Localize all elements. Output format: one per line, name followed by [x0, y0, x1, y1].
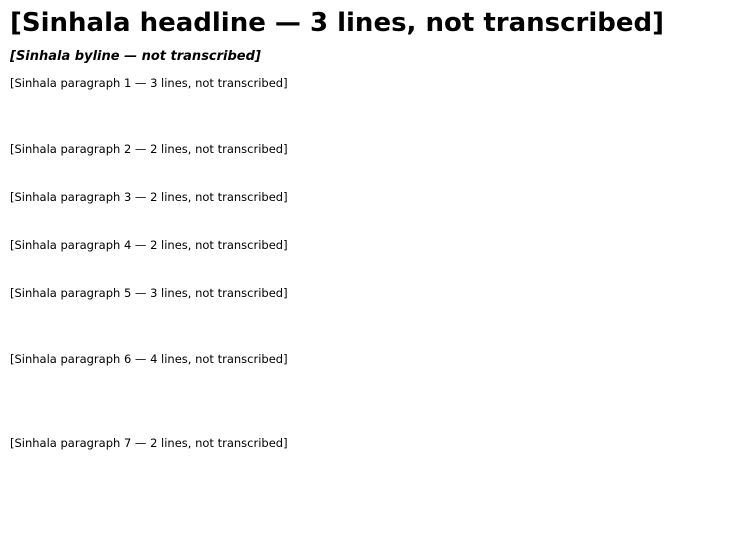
article-paragraph-3: [Sinhala paragraph 3 — 2 lines, not transcribed] — [10, 190, 288, 204]
article-paragraph-5: [Sinhala paragraph 5 — 3 lines, not transcribed] — [10, 286, 288, 300]
article-paragraph-7: [Sinhala paragraph 7 — 2 lines, not transcribed] — [10, 436, 288, 450]
article-paragraph-2: [Sinhala paragraph 2 — 2 lines, not transcribed] — [10, 142, 288, 156]
article-byline: [Sinhala byline — not transcribed] — [10, 49, 261, 64]
article-paragraph-4: [Sinhala paragraph 4 — 2 lines, not transcribed] — [10, 238, 288, 252]
article-paragraph-6: [Sinhala paragraph 6 — 4 lines, not transcribed] — [10, 352, 288, 366]
article-headline: [Sinhala headline — 3 lines, not transcribed] — [10, 8, 664, 38]
article-paragraph-1: [Sinhala paragraph 1 — 3 lines, not transcribed] — [10, 76, 288, 90]
